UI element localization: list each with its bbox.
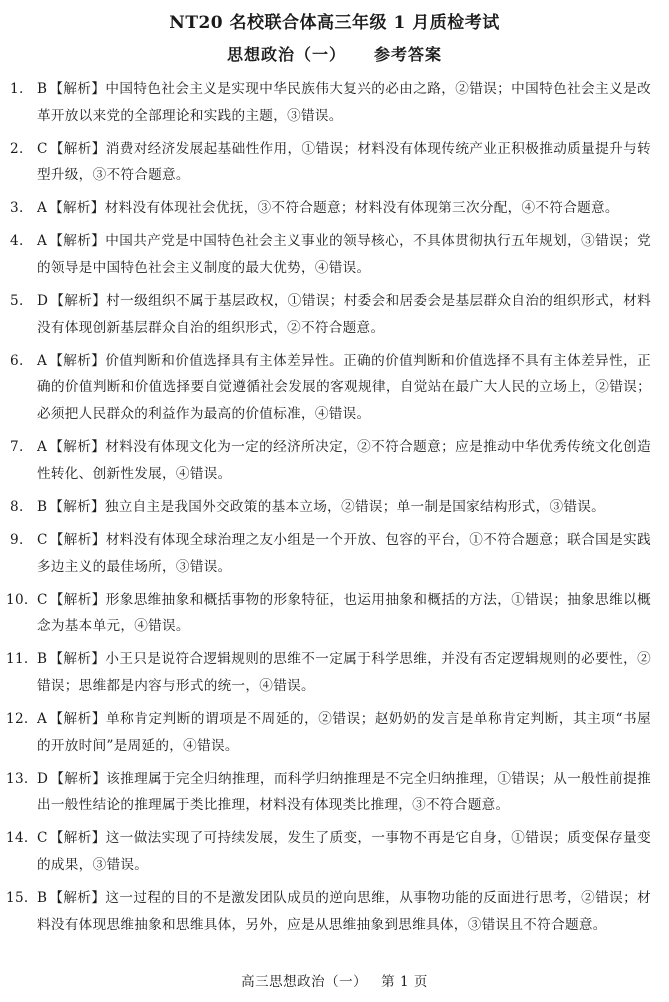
answer-item bbox=[0, 587, 669, 640]
item-number: 14. bbox=[6, 830, 29, 847]
item-explanation: 中国特色社会主义是实现中华民族伟大复兴的必由之路，②错误；中国特色社会主义是改革开放以来党的全部理论和实践的主题，③错误。 bbox=[37, 81, 651, 124]
item-answer: C bbox=[37, 591, 48, 608]
item-number: 1. bbox=[10, 81, 24, 97]
item-analysis-tag: 【解析】 bbox=[49, 890, 106, 907]
item-number: 9. bbox=[10, 531, 24, 548]
item-answer: A bbox=[37, 710, 48, 727]
footer-label: 高三思想政治（一） bbox=[241, 974, 368, 990]
item-number: 10. bbox=[6, 591, 29, 608]
item-analysis-tag: 【解析】 bbox=[49, 439, 106, 456]
item-analysis-tag: 【解析】 bbox=[49, 710, 106, 727]
item-answer: C bbox=[37, 531, 48, 548]
item-analysis-tag: 【解析】 bbox=[50, 293, 107, 310]
answer-item bbox=[0, 228, 669, 281]
item-number: 2. bbox=[10, 140, 24, 157]
item-explanation: 中国共产党是中国特色社会主义事业的领导核心，不具体贯彻执行五年规划，③错误；党的领导是中国特色社会主义制度的最大优势，④错误。 bbox=[37, 233, 651, 277]
item-explanation: 这一过程的目的不是激发团队成员的逆向思维，从事物功能的反面进行思考，②错误；材料没有体现思维抽象和思维具体，另外，应是从思维抽象到思维具体，③错误且不符合题意。 bbox=[37, 890, 651, 933]
item-number: 7. bbox=[10, 439, 24, 456]
item-answer: D bbox=[37, 770, 49, 787]
answer-item bbox=[0, 434, 669, 487]
item-answer: A bbox=[37, 439, 48, 456]
item-explanation: 价值判断和价值选择具有主体差异性。正确的价值判断和价值选择不具有主体差异性，正确的价值判断和价值选择要自觉遵循社会发展的客观规律，自觉站在最广大人民的立场上，②错误；必须把人民群众的利益作为最高的价值标准，④错误。 bbox=[37, 352, 651, 423]
subject-label: 思想政治（一） bbox=[226, 45, 346, 64]
item-number: 3. bbox=[10, 200, 24, 217]
answer-item bbox=[0, 195, 669, 222]
item-number: 8. bbox=[10, 498, 24, 515]
item-answer: A bbox=[37, 352, 48, 369]
answer-list bbox=[0, 76, 669, 945]
item-analysis-tag: 【解析】 bbox=[49, 200, 105, 217]
item-explanation: 该推理属于完全归纳推理，而科学归纳推理是不完全归纳推理，①错误；从一般性前提推出一般性结论的推理属于类比推理，材料没有体现类比推理，③不符合题意。 bbox=[37, 770, 651, 814]
answer-item bbox=[0, 288, 669, 341]
item-answer: A bbox=[37, 200, 48, 217]
item-explanation: 材料没有体现文化为一定的经济所决定，②不符合题意；应是推动中华优秀传统文化创造性转化、创新性发展，④错误。 bbox=[37, 439, 651, 482]
answer-label: 参考答案 bbox=[374, 45, 443, 64]
item-number: 11. bbox=[6, 651, 29, 668]
answer-item bbox=[0, 766, 669, 819]
item-answer: B bbox=[37, 651, 48, 668]
answer-item bbox=[0, 136, 669, 189]
answer-item bbox=[0, 76, 669, 129]
item-explanation: 形象思维抽象和概括事物的形象特征，也运用抽象和概括的方法，①错误；抽象思维以概念为基本单元，④错误。 bbox=[37, 591, 651, 635]
item-explanation: 材料没有体现社会优抚，③不符合题意；材料没有体现第三次分配，④不符合题意。 bbox=[104, 200, 619, 217]
item-analysis-tag: 【解析】 bbox=[49, 830, 106, 847]
item-number: 4. bbox=[10, 233, 24, 250]
item-analysis-tag: 【解析】 bbox=[49, 651, 106, 668]
item-answer: C bbox=[37, 830, 48, 847]
answer-item bbox=[0, 527, 669, 580]
answer-item bbox=[0, 348, 669, 428]
page-title: NT20 名校联合体高三年级 1 月质检考试 bbox=[169, 13, 500, 33]
item-analysis-tag: 【解析】 bbox=[49, 81, 106, 97]
item-explanation: 材料没有体现全球治理之友小组是一个开放、包容的平台，①不符合题意；联合国是实践多边主义的最佳场所，③错误。 bbox=[37, 531, 651, 575]
item-number: 12. bbox=[6, 710, 29, 727]
item-explanation: 独立自主是我国外交政策的基本立场，②错误；单一制是国家结构形式，③错误。 bbox=[104, 498, 606, 515]
item-answer: B bbox=[37, 498, 48, 515]
page-number: 第 1 页 bbox=[381, 974, 428, 990]
item-number: 13. bbox=[6, 770, 29, 787]
item-explanation: 小王只是说符合逻辑规则的思维不一定属于科学思维，并没有否定逻辑规则的必要性，②错误；思维都是内容与形式的统一，④错误。 bbox=[37, 651, 651, 694]
item-answer: D bbox=[37, 293, 49, 310]
page-subtitle bbox=[0, 42, 669, 65]
item-number: 5. bbox=[10, 293, 24, 310]
page-footer bbox=[0, 970, 669, 990]
answer-item bbox=[0, 646, 669, 699]
item-analysis-tag: 【解析】 bbox=[49, 498, 105, 515]
item-explanation: 村一级组织不属于基层政权，①错误；村委会和居委会是基层群众自治的组织形式，材料没有体现创新基层群众自治的组织形式，②不符合题意。 bbox=[37, 293, 651, 336]
item-answer: B bbox=[37, 890, 48, 907]
item-explanation: 单称肯定判断的谓项是不周延的，②错误；赵奶奶的发言是单称肯定判断，其主项“书屋的开放时间”是周延的，④错误。 bbox=[37, 710, 651, 754]
item-explanation: 这一做法实现了可持续发展，发生了质变，一事物不再是它自身，①错误；质变保存量变的成果，③错误。 bbox=[37, 830, 651, 873]
answer-item bbox=[0, 706, 669, 759]
answer-item bbox=[0, 885, 669, 938]
item-answer: A bbox=[37, 233, 48, 250]
item-analysis-tag: 【解析】 bbox=[50, 770, 107, 787]
item-number: 6. bbox=[10, 352, 24, 369]
item-analysis-tag: 【解析】 bbox=[49, 233, 106, 250]
item-answer: B bbox=[37, 81, 48, 97]
item-number: 15. bbox=[6, 890, 29, 907]
item-analysis-tag: 【解析】 bbox=[49, 140, 106, 157]
item-analysis-tag: 【解析】 bbox=[49, 591, 106, 608]
answer-item bbox=[0, 825, 669, 878]
item-analysis-tag: 【解析】 bbox=[49, 352, 106, 369]
answer-item bbox=[0, 494, 669, 521]
item-explanation: 消费对经济发展起基础性作用，①错误；材料没有体现传统产业正积极推动质量提升与转型升级，③不符合题意。 bbox=[37, 140, 651, 184]
item-analysis-tag: 【解析】 bbox=[49, 531, 106, 548]
item-answer: C bbox=[37, 140, 48, 157]
